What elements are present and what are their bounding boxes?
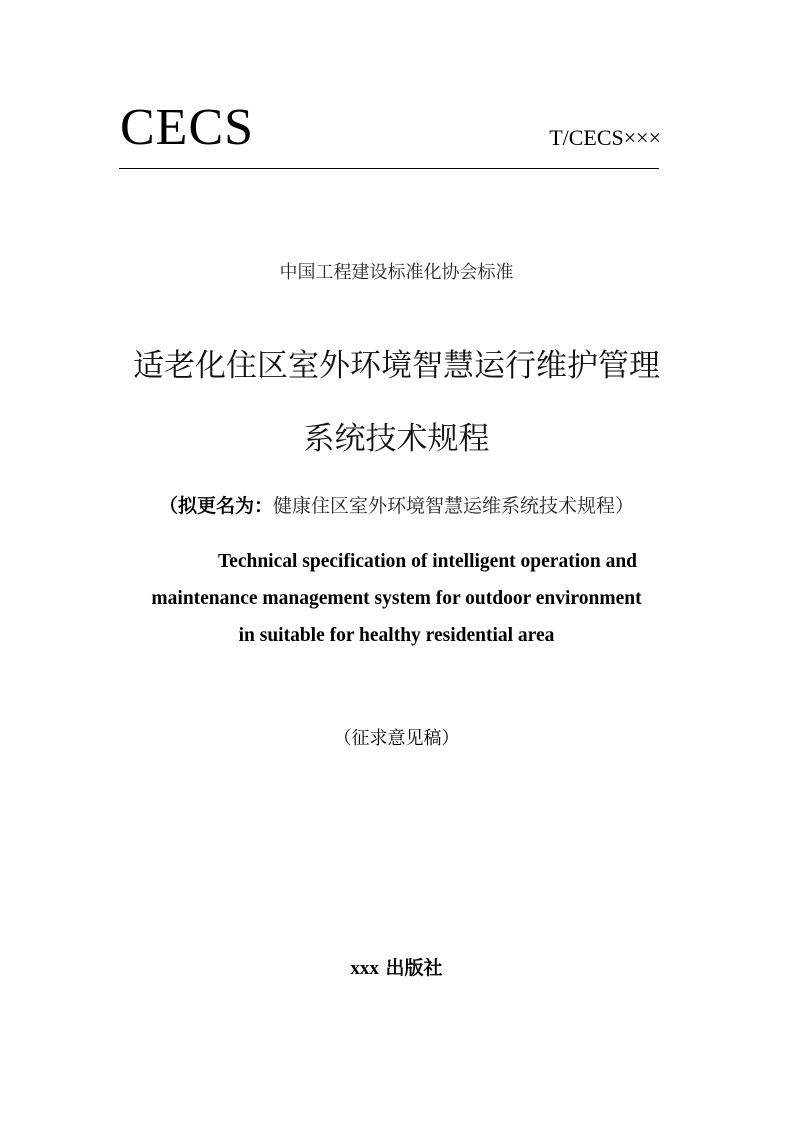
publisher-prefix: xxx xyxy=(350,958,379,979)
draft-label: （征求意见稿） xyxy=(333,728,460,749)
proposed-rename xyxy=(0,492,793,520)
proposed-rename-label: （拟更名为： xyxy=(158,495,273,517)
publisher xyxy=(0,954,793,983)
standard-number: T/CECS××× xyxy=(549,125,661,150)
english-title-line1: Technical specification of intelligent operation and xyxy=(217,551,638,572)
english-title-line2: maintenance management system for outdoor environment xyxy=(151,588,642,609)
publisher-name: 出版社 xyxy=(385,957,443,979)
document-title-line2: 系统技术规程 xyxy=(303,421,490,457)
header-divider xyxy=(119,168,659,169)
document-title-line1: 适老化住区室外环境智慧运行维护管理 xyxy=(133,348,660,384)
english-title xyxy=(0,543,793,654)
proposed-rename-value: 健康住区室外环境智慧运维系统技术规程） xyxy=(273,495,635,517)
cecs-logo: CECS xyxy=(120,99,255,156)
association-name: 中国工程建设标准化协会标准 xyxy=(279,262,514,283)
english-title-line3: in suitable for healthy residential area xyxy=(238,625,555,646)
